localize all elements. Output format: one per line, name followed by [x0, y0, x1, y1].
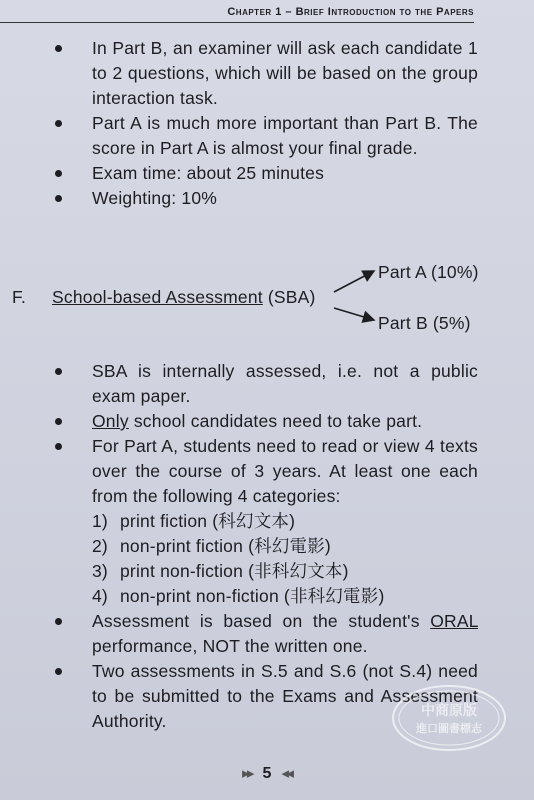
category-list	[92, 509, 478, 609]
part-b-notes	[48, 36, 478, 211]
note-text: Exam time: about 25 minutes	[92, 163, 325, 183]
list-item	[48, 434, 478, 609]
section-abbr: (SBA)	[262, 287, 316, 307]
emphasis-only: Only	[92, 411, 129, 431]
branch-part-a: Part A (10%)	[378, 262, 479, 282]
watermark-stamp	[390, 683, 508, 753]
note-text: In Part B, an examiner will ask each candidate 1 to 2 questions, which will be based on the group interaction task.	[92, 38, 478, 108]
branch-part-b: Part B (5%)	[378, 313, 471, 333]
list-item	[48, 409, 478, 434]
section-title	[52, 285, 316, 310]
stamp-line1: 中商原版	[421, 703, 477, 719]
note-text: For Part A, students need to read or view 4 texts over the course of 3 years. At least one each from the following 4 categories:	[92, 436, 478, 506]
category-number: 2)	[92, 536, 108, 556]
category-item	[92, 534, 478, 559]
arrow-down-icon	[334, 308, 374, 320]
arrow-up-icon	[334, 271, 374, 292]
bullet-icon	[55, 418, 62, 425]
emphasis-oral: ORAL	[430, 611, 478, 631]
list-item	[48, 359, 478, 409]
list-item	[48, 609, 478, 659]
bullet-icon	[55, 170, 62, 177]
note-text: school candidates need to take part.	[128, 411, 423, 431]
note-text: Weighting: 10%	[92, 188, 218, 208]
double-arrow-left-icon: ◀◀	[281, 768, 292, 779]
list-item	[48, 186, 478, 211]
category-number: 3)	[92, 561, 108, 581]
page-number: 5	[262, 765, 272, 782]
sba-notes	[48, 359, 478, 734]
category-number: 1)	[92, 511, 108, 531]
category-label: print fiction (科幻文本)	[120, 511, 296, 531]
section-letter: F.	[12, 287, 27, 307]
double-arrow-right-icon: ▶▶	[242, 768, 253, 779]
category-label: non-print fiction (科幻電影)	[120, 536, 331, 556]
page-footer	[0, 765, 534, 783]
category-item	[92, 559, 478, 584]
bullet-icon	[55, 120, 62, 127]
stamp-line2: 進口圖書標志	[416, 722, 482, 735]
category-label: non-print non-fiction (非科幻電影)	[120, 586, 385, 606]
category-label: print non-fiction (非科幻文本)	[120, 561, 349, 581]
header-rule	[0, 22, 474, 23]
note-text: Part A is much more important than Part B. The score in Part A is almost your final grade.	[92, 113, 478, 158]
bullet-icon	[55, 443, 62, 450]
bullet-icon	[55, 668, 62, 675]
category-number: 4)	[92, 586, 108, 606]
note-text: Two assessments in S.5 and S.6 (not S.4) need to be submitted to the Exams and Assessment Authority.	[92, 661, 478, 731]
note-text: performance, NOT the written one.	[92, 636, 368, 656]
running-header: Chapter 1 – Brief Introduction to the Papers	[227, 6, 474, 18]
list-item	[48, 36, 478, 111]
note-text: Assessment is based on the student's	[92, 611, 431, 631]
bullet-icon	[55, 195, 62, 202]
category-item	[92, 584, 478, 609]
category-item	[92, 509, 478, 534]
section-title-underlined: School-based Assessment	[52, 287, 263, 307]
note-text: SBA is internally assessed, i.e. not a public exam paper.	[92, 361, 478, 406]
bullet-icon	[55, 368, 62, 375]
bullet-icon	[55, 618, 62, 625]
bullet-icon	[55, 45, 62, 52]
list-item	[48, 111, 478, 161]
list-item	[48, 161, 478, 186]
